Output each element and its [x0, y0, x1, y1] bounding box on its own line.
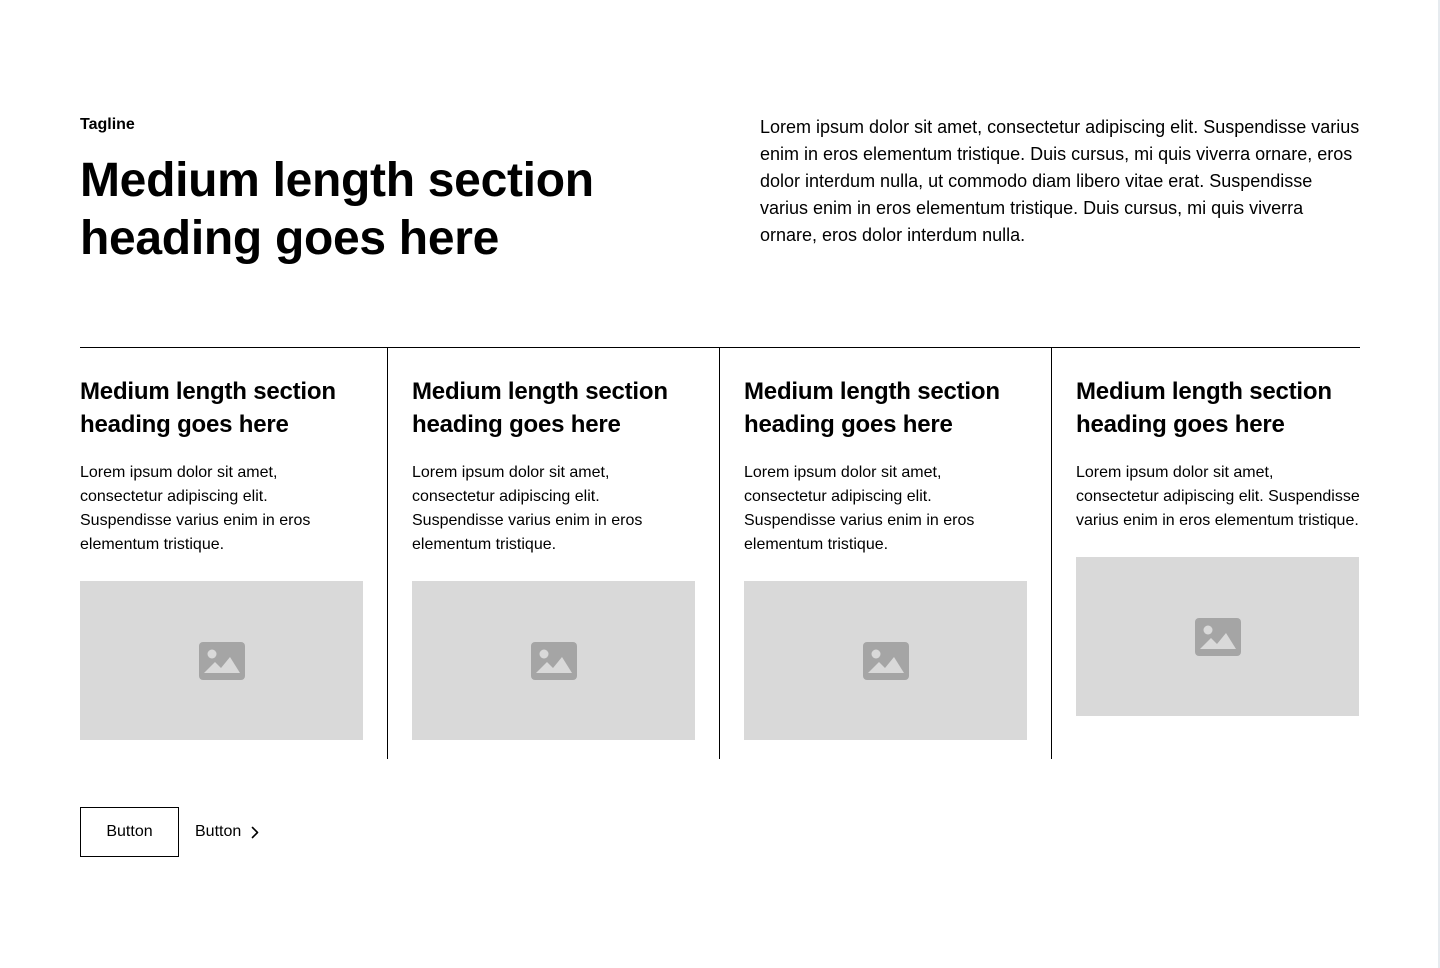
feature-columns — [80, 347, 1360, 759]
section-header — [80, 114, 1360, 294]
feature-text: Lorem ipsum dolor sit amet, consectetur adipiscing elit. Suspendisse varius enim in eros elementum tristique. — [80, 464, 311, 553]
page-title: Medium length section heading goes here — [80, 154, 594, 265]
tagline: Tagline — [80, 116, 135, 133]
image-placeholder-icon — [863, 642, 909, 680]
feature-image — [412, 581, 695, 740]
feature-column — [1052, 348, 1360, 759]
feature-image — [80, 581, 363, 740]
primary-button[interactable]: Button — [80, 807, 179, 857]
intro-paragraph: Lorem ipsum dolor sit amet, consectetur adipiscing elit. Suspendisse varius enim in eros elementum tristique. Duis cursus, mi quis viverra ornare, eros dolor interdum nulla, ut commodo diam libero vitae erat. Suspendisse varius enim in eros elementum tristique. Duis cursus, mi quis viverra ornare, eros dolor interdum nulla. — [760, 117, 1360, 245]
feature-text: Lorem ipsum dolor sit amet, consectetur adipiscing elit. Suspendisse varius enim in eros elementum tristique. — [744, 464, 975, 553]
chevron-right-icon — [251, 826, 259, 839]
feature-column — [720, 348, 1052, 759]
feature-image — [1076, 557, 1359, 716]
feature-title: Medium length section heading goes here — [412, 378, 668, 438]
feature-title: Medium length section heading goes here — [1076, 378, 1332, 438]
feature-image — [744, 581, 1027, 740]
feature-column — [80, 348, 388, 759]
link-button-label: Button — [195, 823, 242, 840]
feature-text: Lorem ipsum dolor sit amet, consectetur adipiscing elit. Suspendisse varius enim in eros elementum tristique. — [1076, 464, 1360, 529]
feature-text: Lorem ipsum dolor sit amet, consectetur adipiscing elit. Suspendisse varius enim in eros elementum tristique. — [412, 464, 643, 553]
image-placeholder-icon — [531, 642, 577, 680]
link-button[interactable] — [195, 807, 259, 857]
image-placeholder-icon — [199, 642, 245, 680]
action-buttons — [80, 807, 259, 857]
feature-title: Medium length section heading goes here — [80, 378, 336, 438]
feature-title: Medium length section heading goes here — [744, 378, 1000, 438]
feature-column — [388, 348, 720, 759]
image-placeholder-icon — [1195, 618, 1241, 656]
